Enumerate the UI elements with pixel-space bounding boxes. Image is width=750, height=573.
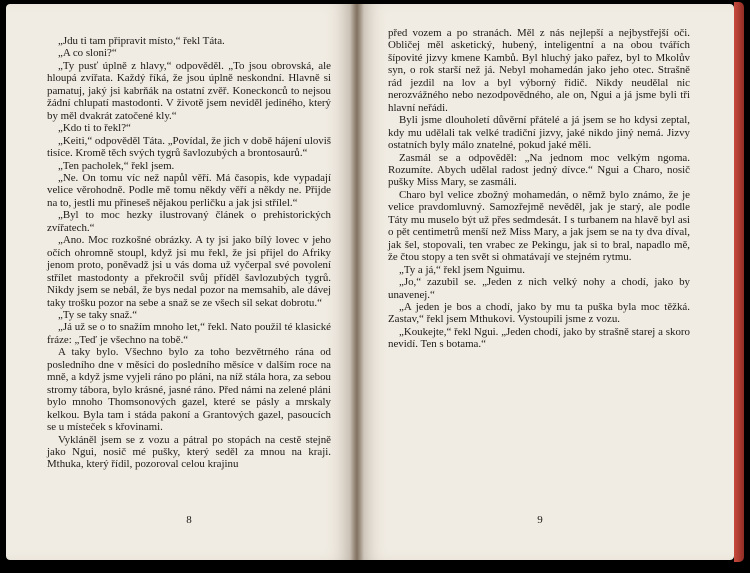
- page-number-right: 9: [537, 514, 543, 526]
- paragraph: „Byl to moc hezky ilustrovaný článek o prehistorických zvířatech.“: [47, 209, 331, 234]
- paragraph: před vozem a po stranách. Měl z nás nejlepší a nejbystřejší oči. Obličej měl asketický, hubený, inteligentní a na obou tvářích šípovité jizvy kmene Kambů. Byl hluchý jako pařez, byl to Mkolův syn, o rok starší než já. Nebyl mohamedán jako jeho otec. Strašně rád jezdil na lov a byl výborný řidič. Nikdy neudělal nic nerozvážného nebo nezodpovědného, ale on, Ngui a já jsme byli tři hlavní neřádi.: [388, 27, 690, 114]
- paragraph: „Ty a já,“ řekl jsem Nguimu.: [399, 263, 525, 276]
- paragraph: „Koukejte,“ řekl Ngui. „Jeden chodí, jako by strašně starej a skoro nevidí. Ten s botama.“: [388, 325, 690, 351]
- paragraph: Zasmál se a odpověděl: „Na jednom moc velkým ngoma. Rozumíte. Abych udělal radost jedný dívce.“ Ngui a Charo, nosič pušky Miss Mary, se zasmáli.: [388, 151, 690, 189]
- right-page-text: [388, 27, 690, 351]
- paragraph: „Já už se o to snažím mnoho let,“ řekl. Nato použil té klasické fráze: „Teď je všechno na tobě.“: [47, 321, 331, 346]
- left-page: [6, 4, 356, 560]
- paragraph: „Ten pacholek,“ řekl jsem.: [58, 159, 175, 172]
- paragraph: Charo byl velice zbožný mohamedán, o němž bylo známo, že je velice pravdomluvný. Samozřejmě nevěděl, jak je starý, ale podle Táty mu muselo být už přes sedmdesát. I s turbanem na hlavě byl asi o pět centimetrů menší než Miss Mary, a jak jsem se na ty dva díval, jak šel, stopovali, ten vrabec ze Pekingu, jak si to bral, napadlo mě, že čtou stopy a ten svět si ohmatávají ve stejném rytmu.: [388, 188, 690, 264]
- paragraph: „Ty se taky snaž.“: [58, 308, 138, 321]
- paragraph: „A jeden je bos a chodí, jako by mu ta puška byla moc těžká. Zastav,“ řekl jsem Mthukovi. Vystoupili jsme z vozu.: [388, 300, 690, 326]
- book-cover-edge: [734, 2, 744, 562]
- paragraph: „Jo,“ zazubil se. „Jeden z nich velký nohy a chodí, jako by unavenej.“: [388, 276, 690, 301]
- paragraph: „Keiti,“ odpověděl Táta. „Povídal, že jich v době hájení uloviš tisíce. Kromě těch svých tygrů šavlozubých a brontosaurů.“: [47, 134, 331, 160]
- paragraph: „Ne. On tomu víc než napůl věří. Má časopis, kde vypadají velice věrohodně. Podle mě tomu někdy věří a někdy ne. Přijde na to, jestli mu přineseš nějakou perličku a jak jsi střílel.“: [47, 171, 331, 209]
- paragraph: „A co sloni?“: [58, 47, 117, 60]
- paragraph: „Ano. Moc rozkošné obrázky. A ty jsi jako bílý lovec v jeho očích ohromně stoupl, když jsi mu řekl, že jsi přijel do Afriky jenom proto, poněvadž jsi u vás doma už vyčerpal své povolení střílet mastodonty a překročil svůj příděl šavlozubých tygrů. Nikdy jsem se nebál, že bys nedal pozor na memsahib, ale dávej taky trošku pozor na sebe a snaž se ze všech sil sekat dobrotu.“: [47, 234, 331, 309]
- paragraph: „Jdu ti tam připravit místo,“ řekl Táta.: [58, 35, 225, 47]
- paragraph: „Kdo ti to řekl?“: [58, 122, 131, 135]
- paragraph: „Ty pusť úplně z hlavy,“ odpověděl. „To jsou obrovská, ale hloupá zvířata. Každý říká, že jsou úplně neskondní. Hlavně si pamatuj, jaký jsi kabrňák na ostatní zvěř. Koneckonců to nejsou žádní chlupatí mastodonti. V životě jsem neviděl jediného, který by měl dvakrát zatočené kly.“: [47, 59, 331, 122]
- right-page: [356, 4, 734, 560]
- paragraph: Vykláněl jsem se z vozu a pátral po stopách na cestě stejně jako Ngui, nosič mé pušky, který seděl za mnou na kraji. Mthuka, který řídil, pozoroval celou krajinu: [47, 433, 331, 471]
- left-page-text: [47, 35, 331, 471]
- paragraph: A taky bylo. Všechno bylo za toho bezvětrného rána od posledního dne v měsíci do posledního měsíce v dalším roce na mně, a když jsme vyjeli ráno po pláni, na níž stála hora, za sebou stromy tábora, bylo krásné, jasné ráno. Před námi na zelené pláni bylo mnoho Thomsonových gazel, které se pásly a mrskaly kelkou. Byla tam i stáda pakoní a Grantových gazel, pasoucích se u místeček s křovinami.: [47, 346, 331, 434]
- paragraph: Byli jsme dlouholetí důvěrní přátelé a já jsem se ho kdysi zeptal, kdy mu udělali tak velké tradiční jizvy, jaké nikdo jiný nemá. Jizvy ostatních byly málo znatelné, pokud jaké měli.: [388, 114, 690, 152]
- page-number-left: 8: [186, 514, 192, 526]
